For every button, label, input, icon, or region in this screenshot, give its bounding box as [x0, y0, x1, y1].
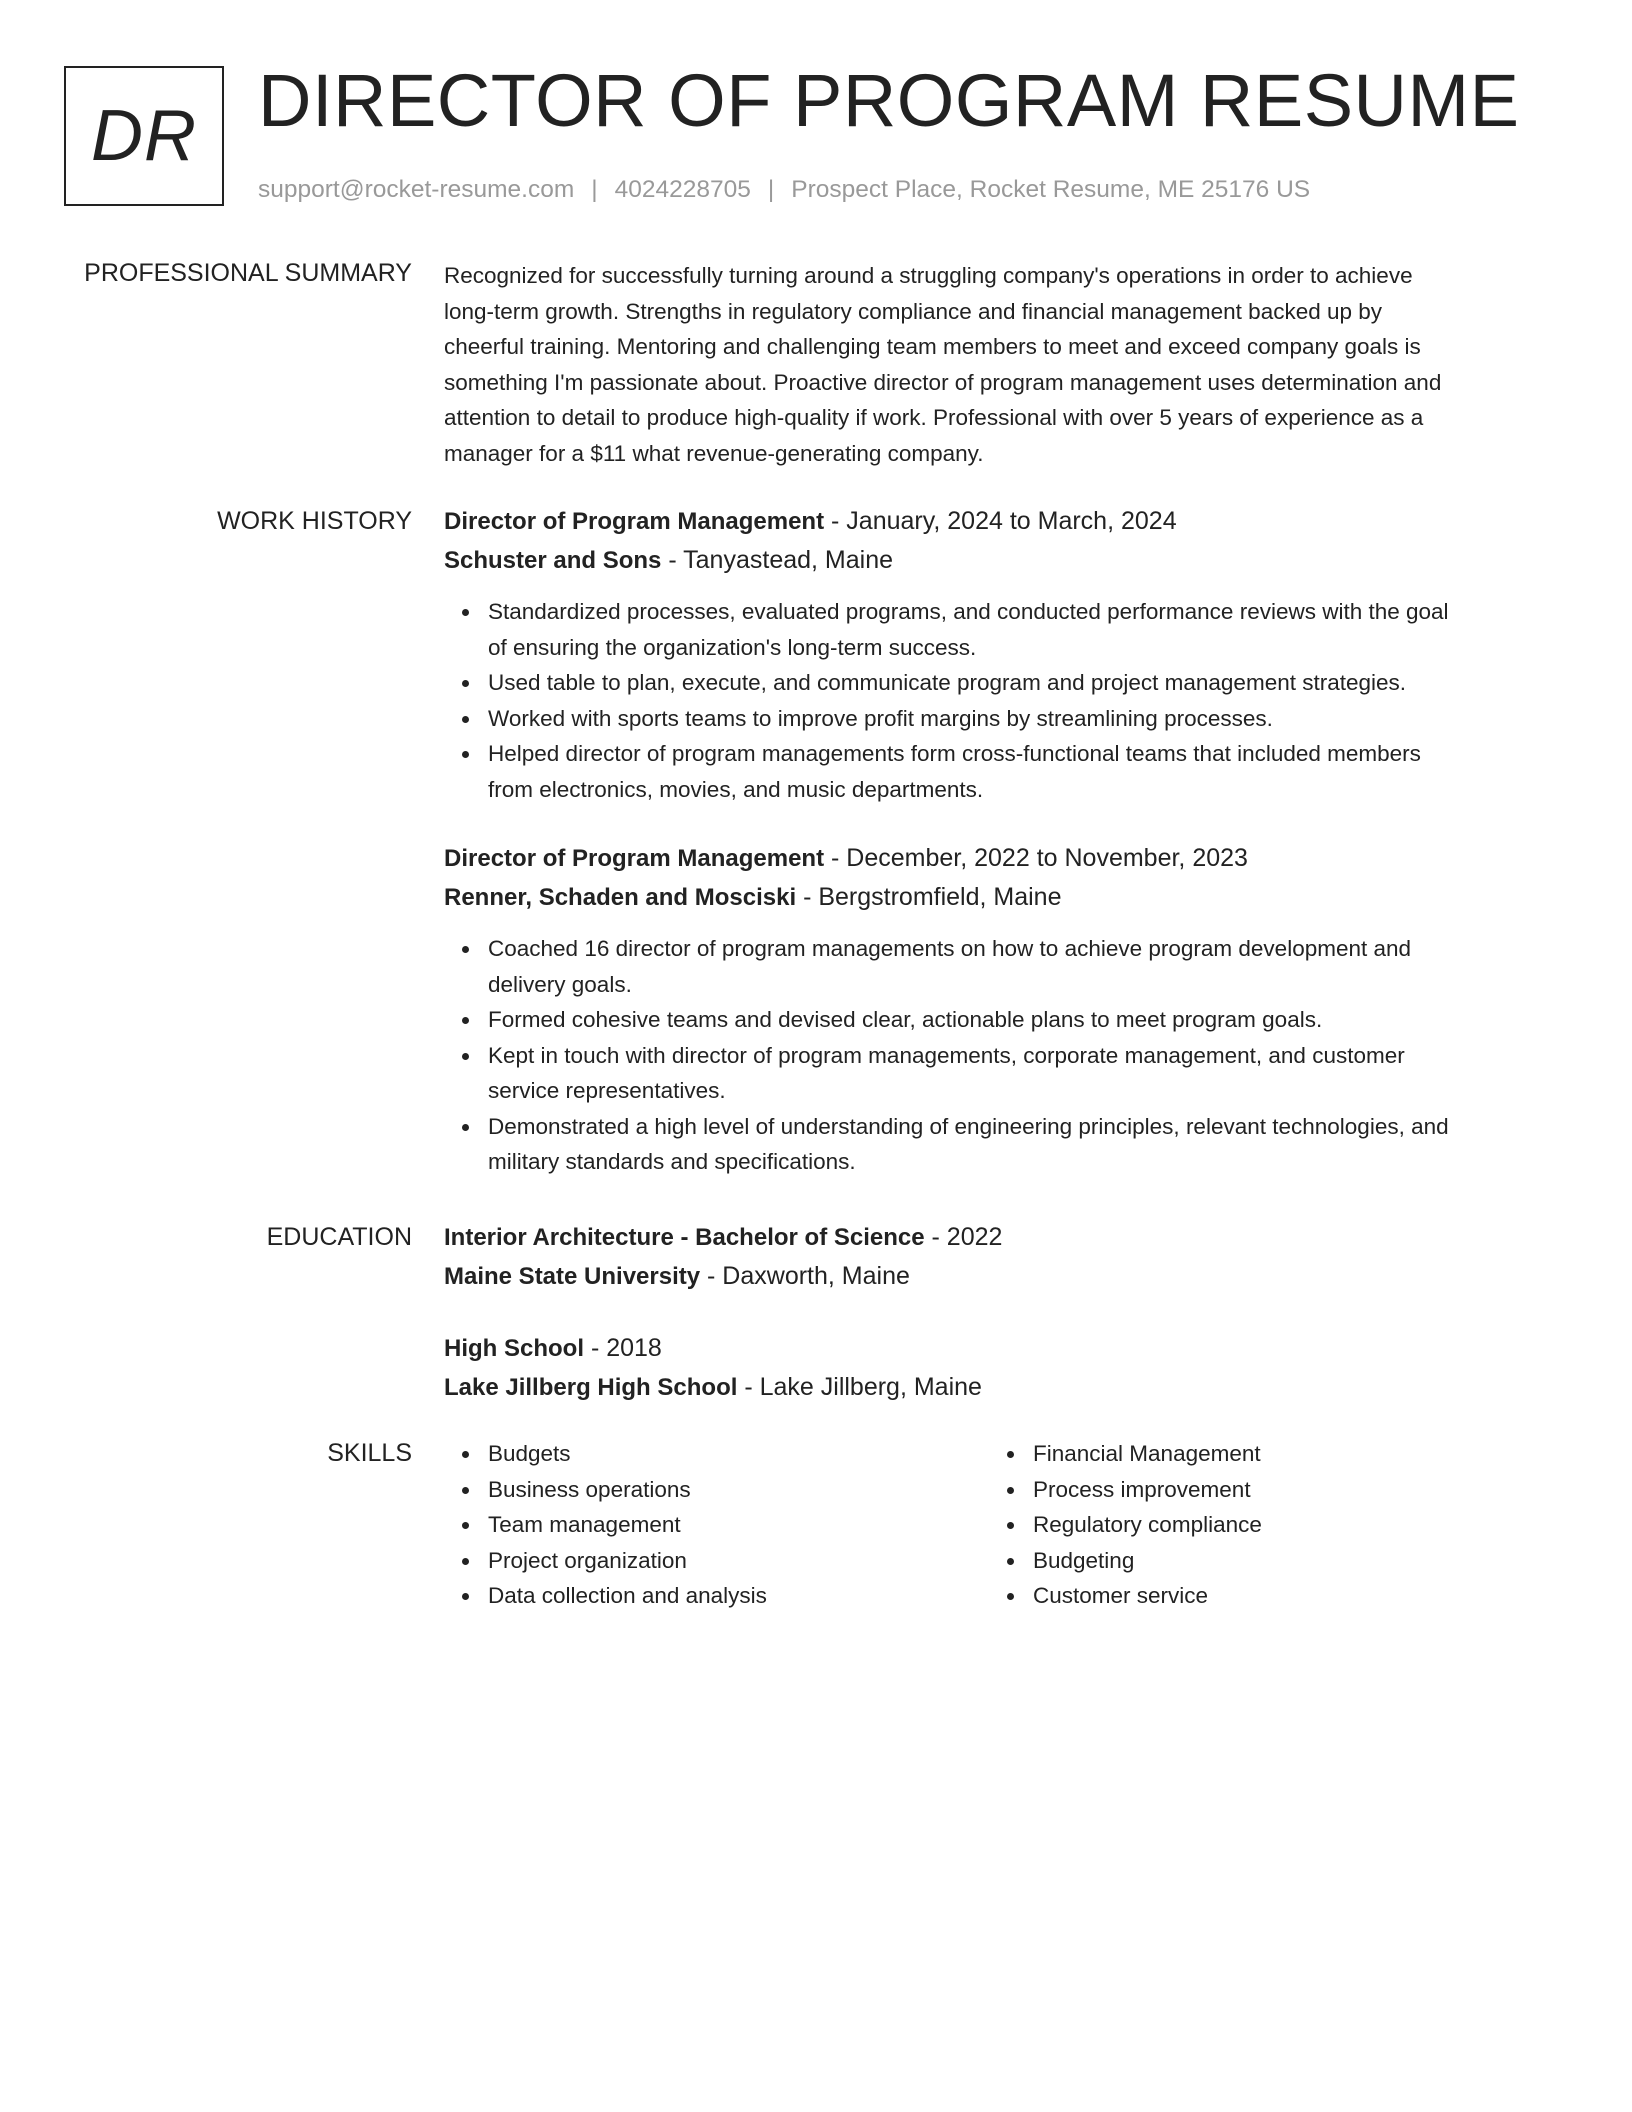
job-duty — [488, 665, 1554, 701]
education-entry — [444, 1329, 1554, 1407]
job-duty-text: of ensuring the organization's long-term success. — [488, 634, 977, 660]
school-name: Maine State University — [444, 1263, 701, 1290]
contact-address: Prospect Place, Rocket Resume, ME 25176 US — [791, 176, 1311, 203]
contact-separator: | — [591, 176, 598, 203]
skill-item: Customer service — [1033, 1578, 1529, 1614]
summary-body — [444, 258, 1554, 471]
job-company: Schuster and Sons — [444, 547, 662, 574]
job-title: Director of Program Management — [444, 508, 825, 535]
degree-line — [444, 1218, 1554, 1257]
job-duties — [444, 931, 1554, 1180]
job-dates: - January, 2024 to March, 2024 — [824, 507, 1177, 535]
skill-item: Budgets — [488, 1436, 984, 1472]
job-duty-text: from electronics, movies, and music departments. — [488, 776, 984, 802]
education-entry — [444, 1218, 1554, 1296]
work-history-body — [444, 502, 1554, 1180]
work-history-heading: WORK HISTORY — [217, 507, 412, 535]
skills-column-left — [444, 1436, 984, 1614]
job-duty — [488, 931, 1554, 1002]
job-entry — [444, 502, 1554, 807]
skill-item: Process improvement — [1033, 1472, 1529, 1508]
skills-list — [989, 1436, 1529, 1614]
skill-item: Data collection and analysis — [488, 1578, 984, 1614]
job-duty-text: delivery goals. — [488, 971, 632, 997]
summary-line: long-term growth. Strengths in regulatory compliance and financial management backed up by — [444, 298, 1383, 324]
monogram-initials: DR — [91, 96, 197, 176]
job-title: Director of Program Management — [444, 845, 825, 872]
degree-year: - 2022 — [924, 1223, 1003, 1251]
summary-heading: PROFESSIONAL SUMMARY — [84, 259, 412, 287]
skill-item: Regulatory compliance — [1033, 1507, 1529, 1543]
contact-separator: | — [767, 176, 775, 203]
job-duty-text: Worked with sports teams to improve profit margins by streamlining processes. — [488, 705, 1273, 731]
contact-email: support@rocket-resume.com — [258, 176, 575, 203]
job-duty-text: Kept in touch with director of program managements, corporate management, and customer — [488, 1042, 1405, 1068]
job-duty — [488, 1002, 1554, 1038]
job-company: Renner, Schaden and Mosciski — [444, 884, 797, 911]
job-duty-text: Formed cohesive teams and devised clear, actionable plans to meet program goals. — [488, 1007, 1323, 1032]
summary-text — [444, 258, 1554, 471]
skills-list — [444, 1436, 984, 1614]
job-title-line — [444, 502, 1554, 541]
skill-item: Team management — [488, 1507, 984, 1543]
job-duty-text: Coached 16 director of program managements on how to achieve program development and — [488, 936, 1412, 961]
job-duties — [444, 594, 1554, 807]
job-duty-text: Used table to plan, execute, and communicate program and project management strategies. — [488, 670, 1407, 695]
education-body — [444, 1218, 1554, 1407]
school-line — [444, 1368, 1554, 1407]
summary-line: attention to detail to produce high-quality if work. Professional with over 5 years of experience as a — [444, 405, 1424, 430]
job-location: - Tanyastead, Maine — [661, 546, 894, 574]
education-heading: EDUCATION — [266, 1223, 412, 1251]
resume-title: DIRECTOR OF PROGRAM RESUME — [258, 59, 1520, 142]
school-line — [444, 1257, 1554, 1296]
degree-line — [444, 1329, 1554, 1368]
school-name: Lake Jillberg High School — [444, 1374, 738, 1401]
job-duty-text: Standardized processes, evaluated programs, and conducted performance reviews with the goal — [488, 599, 1449, 624]
skill-item: Project organization — [488, 1543, 984, 1579]
job-entry — [444, 839, 1554, 1180]
job-company-line — [444, 878, 1554, 917]
monogram-box — [64, 66, 224, 206]
summary-line: Recognized for successfully turning around a struggling company's operations in order to achieve — [444, 263, 1413, 288]
job-duty-text: service representatives. — [488, 1078, 726, 1103]
summary-line: manager for a $11 what revenue-generating company. — [444, 440, 984, 466]
summary-line: something I'm passionate about. Proactive director of program management uses determination and — [444, 369, 1442, 395]
job-title-line — [444, 839, 1554, 878]
degree-year: - 2018 — [584, 1334, 662, 1362]
skill-item: Financial Management — [1033, 1436, 1529, 1472]
job-duty — [488, 1038, 1554, 1109]
contact-phone: 4024228705 — [614, 176, 751, 203]
school-location: - Daxworth, Maine — [700, 1262, 910, 1290]
degree-name: High School — [444, 1335, 584, 1362]
job-location: - Bergstromfield, Maine — [796, 883, 1062, 911]
summary-line: cheerful training. Mentoring and challenging team members to meet and exceed company goals is — [444, 334, 1421, 359]
job-duty-text: Helped director of program managements form cross-functional teams that included members — [488, 741, 1421, 766]
contact-line — [258, 174, 1310, 206]
job-dates: - December, 2022 to November, 2023 — [824, 844, 1248, 872]
degree-name: Interior Architecture - Bachelor of Science — [444, 1224, 925, 1251]
job-duty — [488, 736, 1554, 807]
job-duty-text: Demonstrated a high level of understanding of engineering principles, relevant technologies, and — [488, 1113, 1449, 1139]
skill-item: Business operations — [488, 1472, 984, 1508]
job-duty — [488, 1109, 1554, 1180]
job-duty — [488, 594, 1554, 665]
school-location: - Lake Jillberg, Maine — [737, 1373, 982, 1401]
job-company-line — [444, 541, 1554, 580]
skills-column-right — [989, 1436, 1529, 1614]
skills-heading: SKILLS — [327, 1439, 412, 1467]
job-duty-text: military standards and specifications. — [488, 1149, 856, 1174]
job-duty — [488, 701, 1554, 737]
skill-item: Budgeting — [1033, 1543, 1529, 1579]
